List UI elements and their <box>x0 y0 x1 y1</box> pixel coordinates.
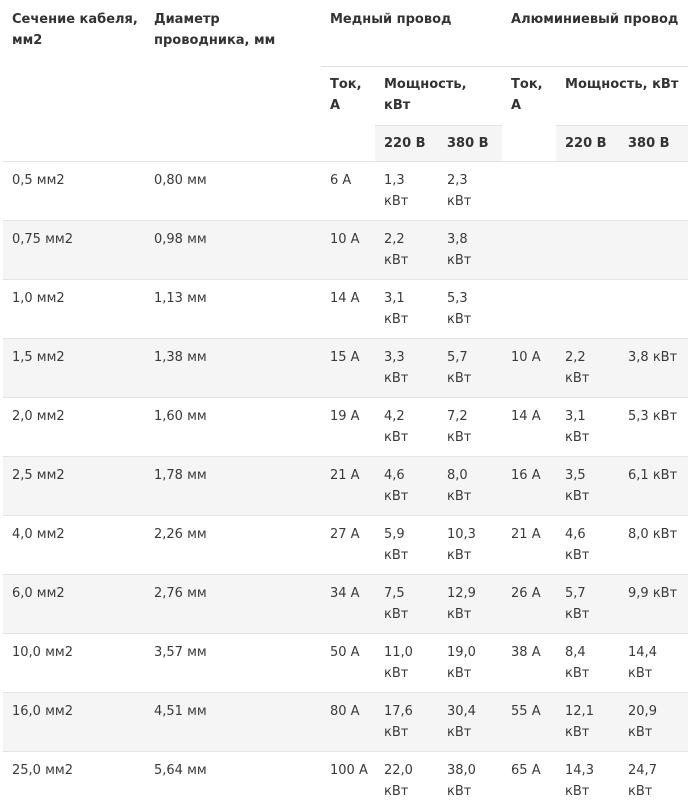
cell-aluminum-380: 20,9 кВт <box>619 693 688 752</box>
cell-copper-220: 2,2 кВт <box>375 221 438 280</box>
cell-aluminum-current: 65 А <box>502 752 556 810</box>
cell-copper-220: 7,5 кВт <box>375 575 438 634</box>
cell-aluminum-current: 10 А <box>502 339 556 398</box>
cell-copper-380: 30,4 кВт <box>438 693 502 752</box>
cell-section: 2,0 мм2 <box>3 398 145 457</box>
cell-diameter: 0,98 мм <box>145 221 321 280</box>
cell-aluminum-380: 6,1 кВт <box>619 457 688 516</box>
cell-copper-current: 6 А <box>321 162 375 221</box>
cell-diameter: 1,13 мм <box>145 280 321 339</box>
table-row <box>3 339 688 398</box>
cell-aluminum-220: 12,1 кВт <box>556 693 619 752</box>
cable-table <box>3 0 688 810</box>
header-section: Сечение кабеля, мм2 <box>3 0 145 162</box>
cell-copper-380: 7,2 кВт <box>438 398 502 457</box>
cell-copper-current: 50 А <box>321 634 375 693</box>
table-row <box>3 162 688 221</box>
cell-copper-220: 1,3 кВт <box>375 162 438 221</box>
cell-copper-current: 80 А <box>321 693 375 752</box>
cell-copper-current: 27 А <box>321 516 375 575</box>
cell-copper-380: 5,7 кВт <box>438 339 502 398</box>
cell-copper-220: 5,9 кВт <box>375 516 438 575</box>
cell-section: 16,0 мм2 <box>3 693 145 752</box>
cell-copper-380: 10,3 кВт <box>438 516 502 575</box>
cell-aluminum-220: 2,2 кВт <box>556 339 619 398</box>
cell-copper-current: 21 А <box>321 457 375 516</box>
cell-aluminum-220: 4,6 кВт <box>556 516 619 575</box>
cell-section: 4,0 мм2 <box>3 516 145 575</box>
cell-section: 6,0 мм2 <box>3 575 145 634</box>
cell-copper-current: 19 А <box>321 398 375 457</box>
cell-copper-220: 22,0 кВт <box>375 752 438 810</box>
cell-copper-220: 3,1 кВт <box>375 280 438 339</box>
cell-aluminum-current: 55 А <box>502 693 556 752</box>
cell-copper-220: 17,6 кВт <box>375 693 438 752</box>
cell-aluminum-220: 8,4 кВт <box>556 634 619 693</box>
header-copper-220: 220 В <box>375 126 438 162</box>
cell-aluminum-current: 16 А <box>502 457 556 516</box>
cell-copper-220: 4,6 кВт <box>375 457 438 516</box>
cell-aluminum-220: 14,3 кВт <box>556 752 619 810</box>
header-diameter: Диаметр проводника, мм <box>145 0 321 162</box>
cell-aluminum-380: 24,7 кВт <box>619 752 688 810</box>
cell-aluminum-220: 3,1 кВт <box>556 398 619 457</box>
cell-diameter: 1,60 мм <box>145 398 321 457</box>
cell-section: 0,75 мм2 <box>3 221 145 280</box>
header-copper-power: Мощность, кВт <box>375 67 502 126</box>
cell-copper-380: 2,3 кВт <box>438 162 502 221</box>
cell-aluminum-current: 38 А <box>502 634 556 693</box>
cell-copper-220: 3,3 кВт <box>375 339 438 398</box>
header-aluminum-power: Мощность, кВт <box>556 67 688 126</box>
cell-aluminum-380: 5,3 кВт <box>619 398 688 457</box>
cell-aluminum-380: 9,9 кВт <box>619 575 688 634</box>
cell-copper-380: 12,9 кВт <box>438 575 502 634</box>
header-copper: Медный провод <box>321 0 502 67</box>
table-row <box>3 221 688 280</box>
header-aluminum: Алюминиевый провод <box>502 0 688 67</box>
cell-aluminum-current <box>502 280 556 339</box>
cell-aluminum-380: 14,4 кВт <box>619 634 688 693</box>
cell-copper-380: 8,0 кВт <box>438 457 502 516</box>
table-row <box>3 280 688 339</box>
cell-copper-current: 14 А <box>321 280 375 339</box>
cell-diameter: 1,38 мм <box>145 339 321 398</box>
cell-section: 0,5 мм2 <box>3 162 145 221</box>
cell-diameter: 1,78 мм <box>145 457 321 516</box>
cell-diameter: 2,26 мм <box>145 516 321 575</box>
cell-aluminum-380 <box>619 280 688 339</box>
cell-aluminum-220 <box>556 280 619 339</box>
cell-diameter: 0,80 мм <box>145 162 321 221</box>
cell-copper-380: 38,0 кВт <box>438 752 502 810</box>
header-copper-380: 380 В <box>438 126 502 162</box>
table-row <box>3 693 688 752</box>
cell-section: 1,5 мм2 <box>3 339 145 398</box>
cell-diameter: 4,51 мм <box>145 693 321 752</box>
cell-aluminum-220: 3,5 кВт <box>556 457 619 516</box>
table-row <box>3 575 688 634</box>
cell-copper-380: 3,8 кВт <box>438 221 502 280</box>
cell-aluminum-380: 8,0 кВт <box>619 516 688 575</box>
cell-aluminum-220 <box>556 162 619 221</box>
cell-copper-current: 100 А <box>321 752 375 810</box>
cell-copper-220: 11,0 кВт <box>375 634 438 693</box>
cell-aluminum-380 <box>619 221 688 280</box>
table-row <box>3 752 688 810</box>
cell-aluminum-current: 21 А <box>502 516 556 575</box>
cell-aluminum-current <box>502 221 556 280</box>
table-row <box>3 516 688 575</box>
cell-copper-220: 4,2 кВт <box>375 398 438 457</box>
cell-diameter: 5,64 мм <box>145 752 321 810</box>
table-body <box>3 162 688 810</box>
cell-aluminum-current <box>502 162 556 221</box>
cell-aluminum-220: 5,7 кВт <box>556 575 619 634</box>
cell-copper-380: 19,0 кВт <box>438 634 502 693</box>
cell-aluminum-220 <box>556 221 619 280</box>
cell-section: 25,0 мм2 <box>3 752 145 810</box>
cell-copper-current: 10 А <box>321 221 375 280</box>
table-row <box>3 457 688 516</box>
header-aluminum-380: 380 В <box>619 126 688 162</box>
cell-diameter: 2,76 мм <box>145 575 321 634</box>
table-row <box>3 634 688 693</box>
cell-diameter: 3,57 мм <box>145 634 321 693</box>
cell-aluminum-current: 14 А <box>502 398 556 457</box>
cell-section: 10,0 мм2 <box>3 634 145 693</box>
cell-aluminum-380: 3,8 кВт <box>619 339 688 398</box>
cell-section: 1,0 мм2 <box>3 280 145 339</box>
header-copper-current: Ток, А <box>321 67 375 162</box>
header-aluminum-220: 220 В <box>556 126 619 162</box>
cell-copper-380: 5,3 кВт <box>438 280 502 339</box>
cell-aluminum-380 <box>619 162 688 221</box>
table-row <box>3 398 688 457</box>
cell-aluminum-current: 26 А <box>502 575 556 634</box>
table-header <box>3 0 688 162</box>
cell-copper-current: 15 А <box>321 339 375 398</box>
cell-section: 2,5 мм2 <box>3 457 145 516</box>
header-aluminum-current: Ток, А <box>502 67 556 162</box>
cell-copper-current: 34 А <box>321 575 375 634</box>
